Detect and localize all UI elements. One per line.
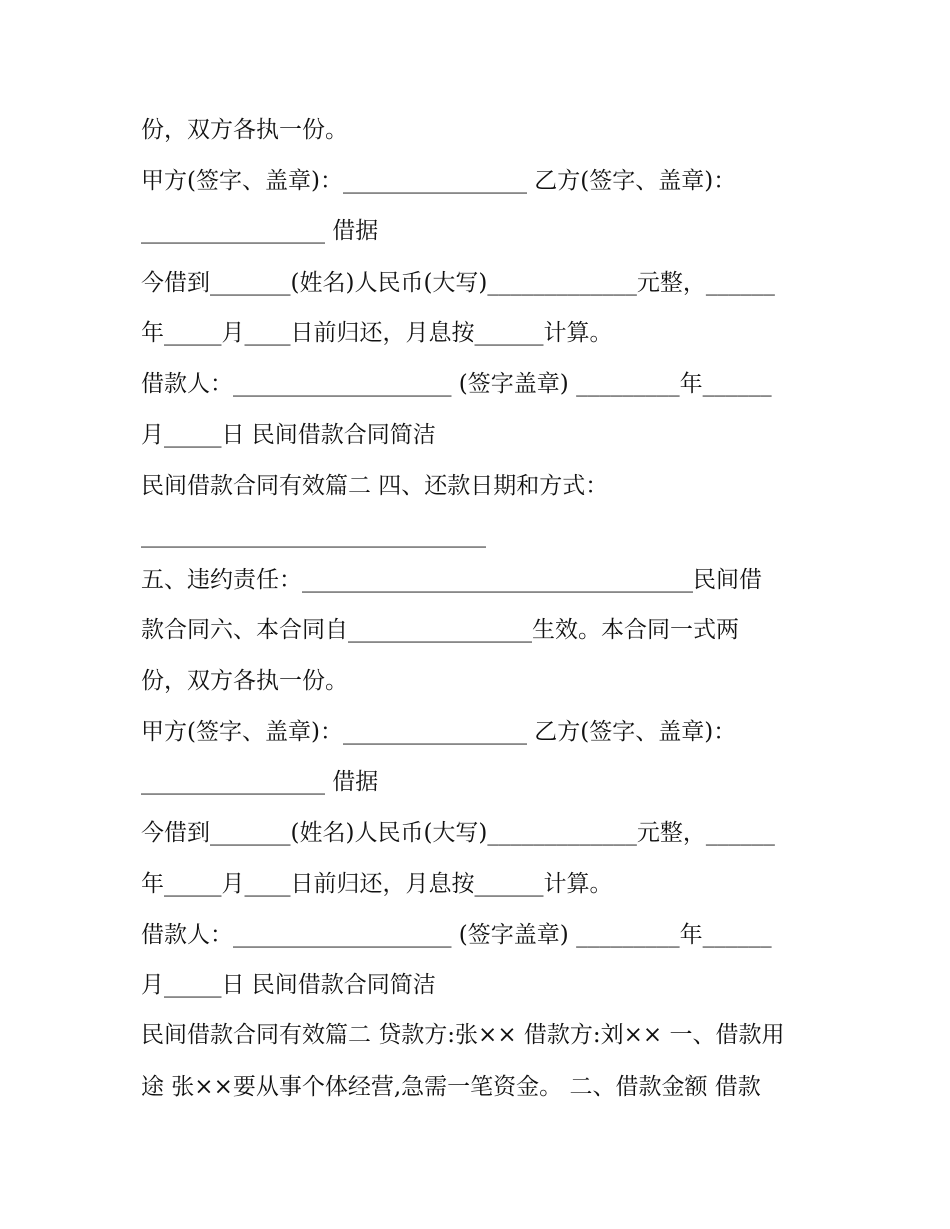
- text-line: ________________ 借据: [141, 769, 379, 795]
- text-line: 今借到_______(姓名)人民币(大写)_____________元整，______: [141, 820, 775, 846]
- text-line: 借款人：___________________ (签字盖章) _________年______: [141, 922, 772, 948]
- text-line: 甲方(签字、盖章)：________________ 乙方(签字、盖章)：: [141, 168, 737, 194]
- text-line: 借款人：___________________ (签字盖章) _________年______: [141, 371, 772, 397]
- text-line: 月_____日 民间借款合同简洁: [141, 972, 436, 998]
- text-line: 今借到_______(姓名)人民币(大写)_____________元整，______: [141, 270, 775, 296]
- text-line: ______________________________: [141, 522, 486, 548]
- text-line: 年_____月____日前归还，月息按______计算。: [141, 871, 613, 897]
- text-line: 民间借款合同有效篇二 四、还款日期和方式：: [141, 473, 609, 499]
- text-line: 份，双方各执一份。: [141, 668, 348, 694]
- text-line: 款合同六、本合同自________________生效。本合同一式两: [141, 617, 739, 643]
- text-line: 途 张××要从事个体经营,急需一笔资金。 二、借款金额 借款: [141, 1074, 761, 1100]
- text-line: 份，双方各执一份。: [141, 117, 348, 143]
- text-line: 月_____日 民间借款合同简洁: [141, 422, 436, 448]
- text-line: 甲方(签字、盖章)：________________ 乙方(签字、盖章)：: [141, 719, 737, 745]
- text-line: 民间借款合同有效篇二 贷款方:张×× 借款方:刘×× 一、借款用: [141, 1022, 785, 1048]
- text-line: ________________ 借据: [141, 218, 379, 244]
- text-line: 五、违约责任：__________________________________民间借: [141, 567, 762, 593]
- text-line: 年_____月____日前归还，月息按______计算。: [141, 320, 613, 346]
